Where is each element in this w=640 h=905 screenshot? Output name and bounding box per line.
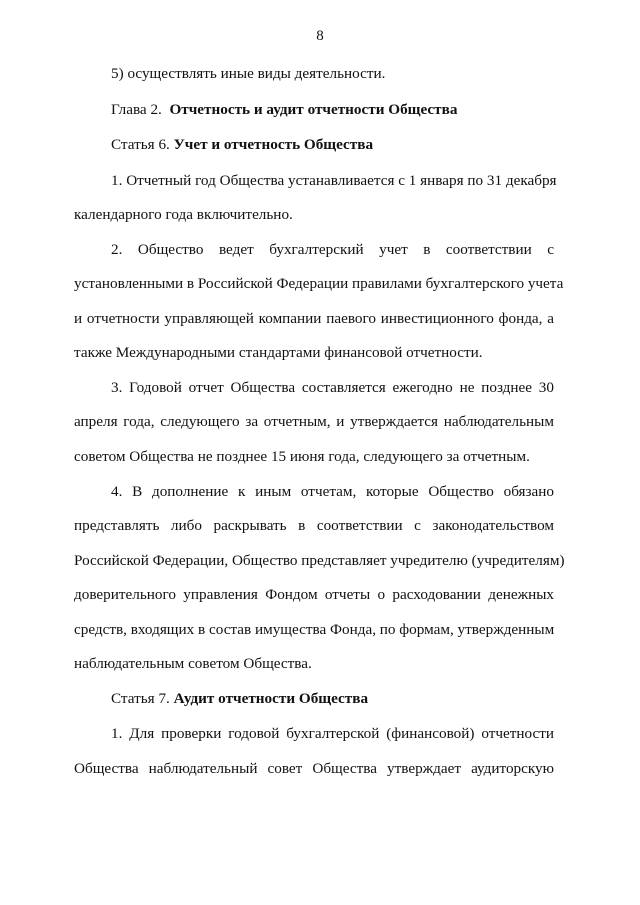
page-number: 8 xyxy=(316,28,324,44)
article-6-p2-line: также Международными стандартами финансовой отчетности. xyxy=(74,344,483,361)
chapter-title: Отчетность и аудит отчетности Общества xyxy=(169,101,458,118)
article-7-p1-line: 1. Для проверки годовой бухгалтерской (финансовой) отчетности xyxy=(111,725,554,742)
chapter-heading xyxy=(111,100,457,120)
article-7-prefix: Статья 7. xyxy=(111,690,170,707)
article-6-p4-line: средств, входящих в состав имущества Фонда, по формам, утвержденным xyxy=(74,621,555,638)
article-7-p1-line: Общества наблюдательный совет Общества утверждает аудиторскую xyxy=(74,760,554,777)
article-6-p4-line: представлять либо раскрывать в соответствии с законодательством xyxy=(74,517,554,534)
article-6-p1-line: календарного года включительно. xyxy=(74,206,293,223)
article-6-p4-line: Российской Федерации, Общество представляет учредителю (учредителям) xyxy=(74,552,565,569)
list-item-5: 5) осуществлять иные виды деятельности. xyxy=(111,65,386,82)
article-6-p2-line: и отчетности управляющей компании паевого инвестиционного фонда, а xyxy=(74,310,554,327)
article-6-p3-line: советом Общества не позднее 15 июня года, следующего за отчетным. xyxy=(74,448,530,465)
article-7-title: Аудит отчетности Общества xyxy=(173,690,369,707)
article-6-p4-line: доверительного управления Фондом отчеты о расходовании денежных xyxy=(74,586,554,603)
article-6-p2-line: 2. Общество ведет бухгалтерский учет в соответствии с xyxy=(111,241,554,258)
article-6-p3-line: 3. Годовой отчет Общества составляется ежегодно не позднее 30 xyxy=(111,379,554,396)
chapter-prefix: Глава 2. xyxy=(111,101,162,118)
article-6-p3-line: апреля года, следующего за отчетным, и утверждается наблюдательным xyxy=(74,413,554,430)
article-7-heading xyxy=(111,689,368,709)
article-6-title: Учет и отчетность Общества xyxy=(173,136,374,153)
article-6-heading xyxy=(111,135,373,155)
article-6-p4-line: 4. В дополнение к иным отчетам, которые Общество обязано xyxy=(111,483,554,500)
article-6-p2-line: установленными в Российской Федерации правилами бухгалтерского учета xyxy=(74,275,564,292)
article-6-p4-line: наблюдательным советом Общества. xyxy=(74,655,312,672)
article-6-prefix: Статья 6. xyxy=(111,136,170,153)
article-6-p1-line: 1. Отчетный год Общества устанавливается с 1 января по 31 декабря xyxy=(111,172,557,189)
